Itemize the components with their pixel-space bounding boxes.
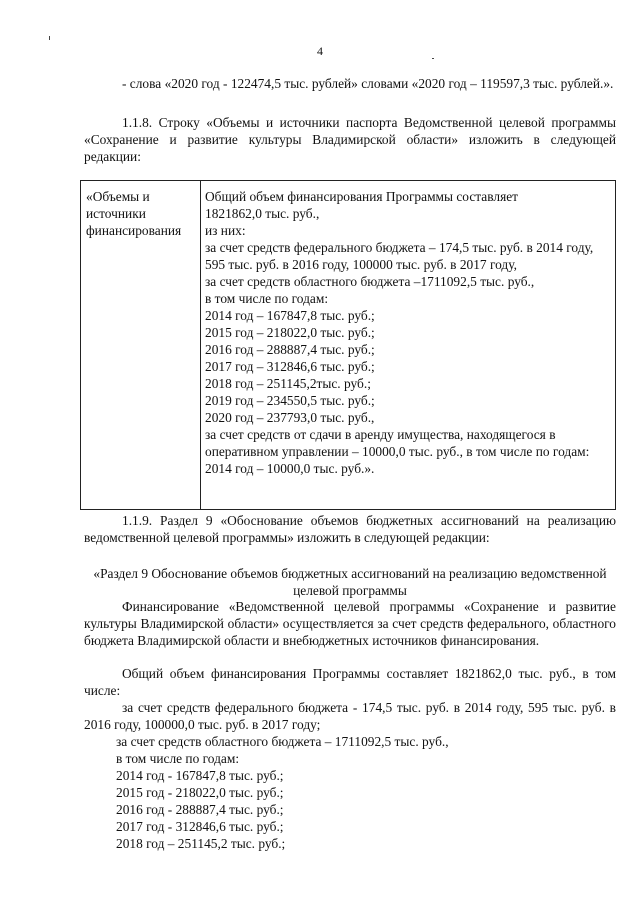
financing-paragraph: Финансирование «Ведомственной целевой программы «Сохранение и развитие культуры Владимирской области» осуществляется за счет средств федерального, областного бюджета Владимирской области и внебюджетных источников финансирования. xyxy=(84,599,616,648)
financing-list xyxy=(84,699,616,852)
table-year-2017: 2017 год – 312846,6 тыс. руб.; xyxy=(205,359,375,374)
table-of-them: из них: xyxy=(205,223,246,238)
page-number: 4 xyxy=(317,44,323,58)
table-year-2018: 2018 год – 251145,2тыс. руб.; xyxy=(205,376,371,391)
scan-speck xyxy=(49,36,50,40)
list-year-2018: 2018 год – 251145,2 тыс. руб.; xyxy=(116,836,286,851)
table-rent-2014: 2014 год – 10000,0 тыс. руб.». xyxy=(205,461,375,476)
list-regional: за счет средств областного бюджета – 1711092,5 тыс. руб., xyxy=(116,734,449,749)
table-year-2020: 2020 год – 237793,0 тыс. руб., xyxy=(205,410,375,425)
table-label-cell: «Объемы и источники финансирования xyxy=(81,181,201,509)
list-year-2017: 2017 год - 312846,6 тыс. руб.; xyxy=(116,819,284,834)
table-year-2016: 2016 год – 288887,4 тыс. руб.; xyxy=(205,342,375,357)
list-year-2016: 2016 год - 288887,4 тыс. руб.; xyxy=(116,802,284,817)
list-year-2015: 2015 год - 218022,0 тыс. руб.; xyxy=(116,785,284,800)
list-by-years: в том числе по годам: xyxy=(116,751,240,766)
total-paragraph: Общий объем финансирования Программы составляет 1821862,0 тыс. руб., в том числе: xyxy=(84,666,616,698)
list-year-2014: 2014 год - 167847,8 тыс. руб.; xyxy=(116,768,284,783)
table-year-2015: 2015 год – 218022,0 тыс. руб.; xyxy=(205,325,375,340)
paragraph-1-1-8: 1.1.8. Строку «Объемы и источники паспорта Ведомственной целевой программы «Сохранение и развитие культуры Владимирской области» изложить в следующей редакции: xyxy=(84,115,616,164)
paragraph-1-1-9: 1.1.9. Раздел 9 «Обоснование объемов бюджетных ассигнований на реализацию ведомственной целевой программы» изложить в следующей редакции: xyxy=(84,513,616,545)
section-heading: «Раздел 9 Обоснование объемов бюджетных ассигнований на реализацию ведомственной целевой программы xyxy=(93,566,607,598)
list-federal: за счет средств федерального бюджета - 174,5 тыс. руб. в 2014 году, 595 тыс. руб. в 2016 году, 100000,0 тыс. руб. в 2017 году; xyxy=(84,700,616,732)
table-value-cell xyxy=(201,181,615,509)
table-year-2014: 2014 год – 167847,8 тыс. руб.; xyxy=(205,308,375,323)
financing-table xyxy=(80,180,616,510)
table-federal: за счет средств федерального бюджета – 174,5 тыс. руб. в 2014 году, 595 тыс. руб. в 2016 году, 100000 тыс. руб. в 2017 году, xyxy=(205,240,594,272)
table-rent: за счет средств от сдачи в аренду имущества, находящегося в оперативном управлении – 10000,0 тыс. руб., в том числе по годам: xyxy=(205,427,590,459)
table-year-2019: 2019 год – 234550,5 тыс. руб.; xyxy=(205,393,375,408)
table-regional: за счет средств областного бюджета –1711092,5 тыс. руб., xyxy=(205,274,535,289)
table-by-years: в том числе по годам: xyxy=(205,291,329,306)
table-total-line-1: Общий объем финансирования Программы составляет xyxy=(205,189,519,204)
table-total-line-2: 1821862,0 тыс. руб., xyxy=(205,206,320,221)
intro-paragraph: - слова «2020 год - 122474,5 тыс. рублей» словами «2020 год – 119597,3 тыс. рублей.». xyxy=(122,76,614,91)
